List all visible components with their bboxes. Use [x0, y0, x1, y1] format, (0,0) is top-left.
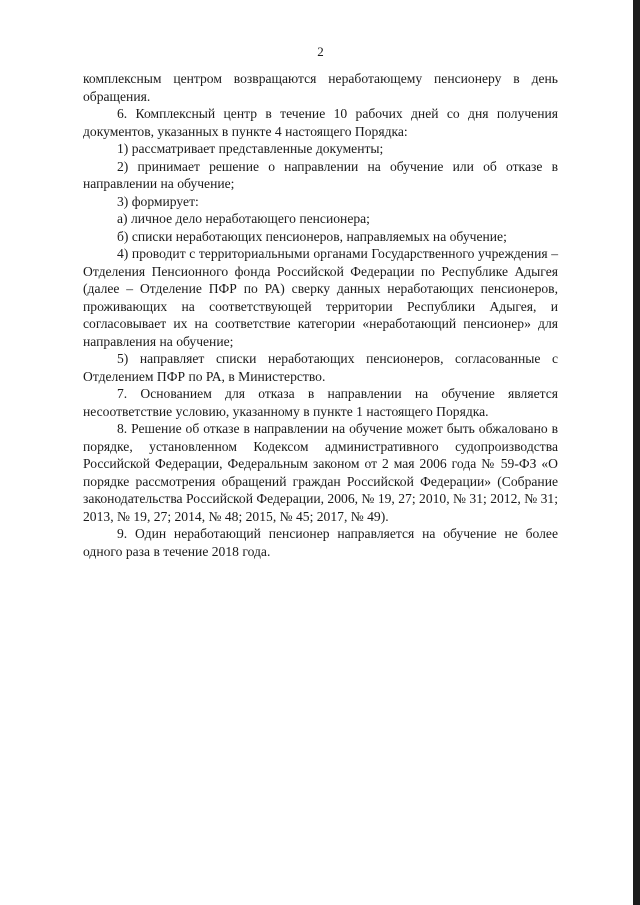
scan-edge	[633, 0, 640, 905]
paragraph-item-7: 7. Основанием для отказа в направлении на обучение является несоответствие условию, указанному в пункте 1 настоящего Порядка.	[83, 386, 558, 419]
paragraph-item-9: 9. Один неработающий пенсионер направляется на обучение не более одного раза в течение 2018 года.	[83, 526, 558, 559]
subitem-1: 1) рассматривает представленные документы;	[117, 141, 384, 156]
page-number: 2	[317, 44, 324, 59]
paragraph-item-8: 8. Решение об отказе в направлении на обучение может быть обжаловано в порядке, установленном Кодексом административного судопроизводства Российской Федерации, Федеральным законом от 2 мая 2006 года № 59-ФЗ «О порядке рассмотрения обращений граждан Российской Федерации» (Собрание законодательства Российской Федерации, 2006, № 19, 27; 2010, № 31; 2012, № 31; 2013, № 19, 27; 2014, № 48; 2015, № 45; 2017, № 49).	[83, 421, 558, 524]
subitem-4: 4) проводит с территориальными органами Государственного учреждения – Отделения Пенсионного фонда Российской Федерации по Республике Адыгея (далее – Отделение ПФР по РА) сверку данных неработающих пенсионеров, проживающих на соответствующей территории Республики Адыгея, и согласовывает их на соответствие категории «неработающий пенсионер» для направления на обучение;	[83, 246, 558, 349]
subitem-2: 2) принимает решение о направлении на обучение или об отказе в направлении на обучение;	[83, 158, 558, 191]
paragraph-item-6: 6. Комплексный центр в течение 10 рабочих дней со дня получения документов, указанных в пункте 4 настоящего Порядка:	[83, 106, 558, 139]
subitem-3a: а) личное дело неработающего пенсионера;	[117, 211, 370, 226]
subitem-3b: б) списки неработающих пенсионеров, направляемых на обучение;	[117, 228, 507, 244]
paragraph-continuation: комплексным центром возвращаются неработающему пенсионеру в день обращения.	[83, 71, 558, 104]
subitem-5: 5) направляет списки неработающих пенсионеров, согласованные с Отделением ПФР по РА, в Министерство.	[83, 351, 558, 384]
subitem-3: 3) формирует:	[117, 193, 199, 209]
document-body	[83, 70, 558, 560]
